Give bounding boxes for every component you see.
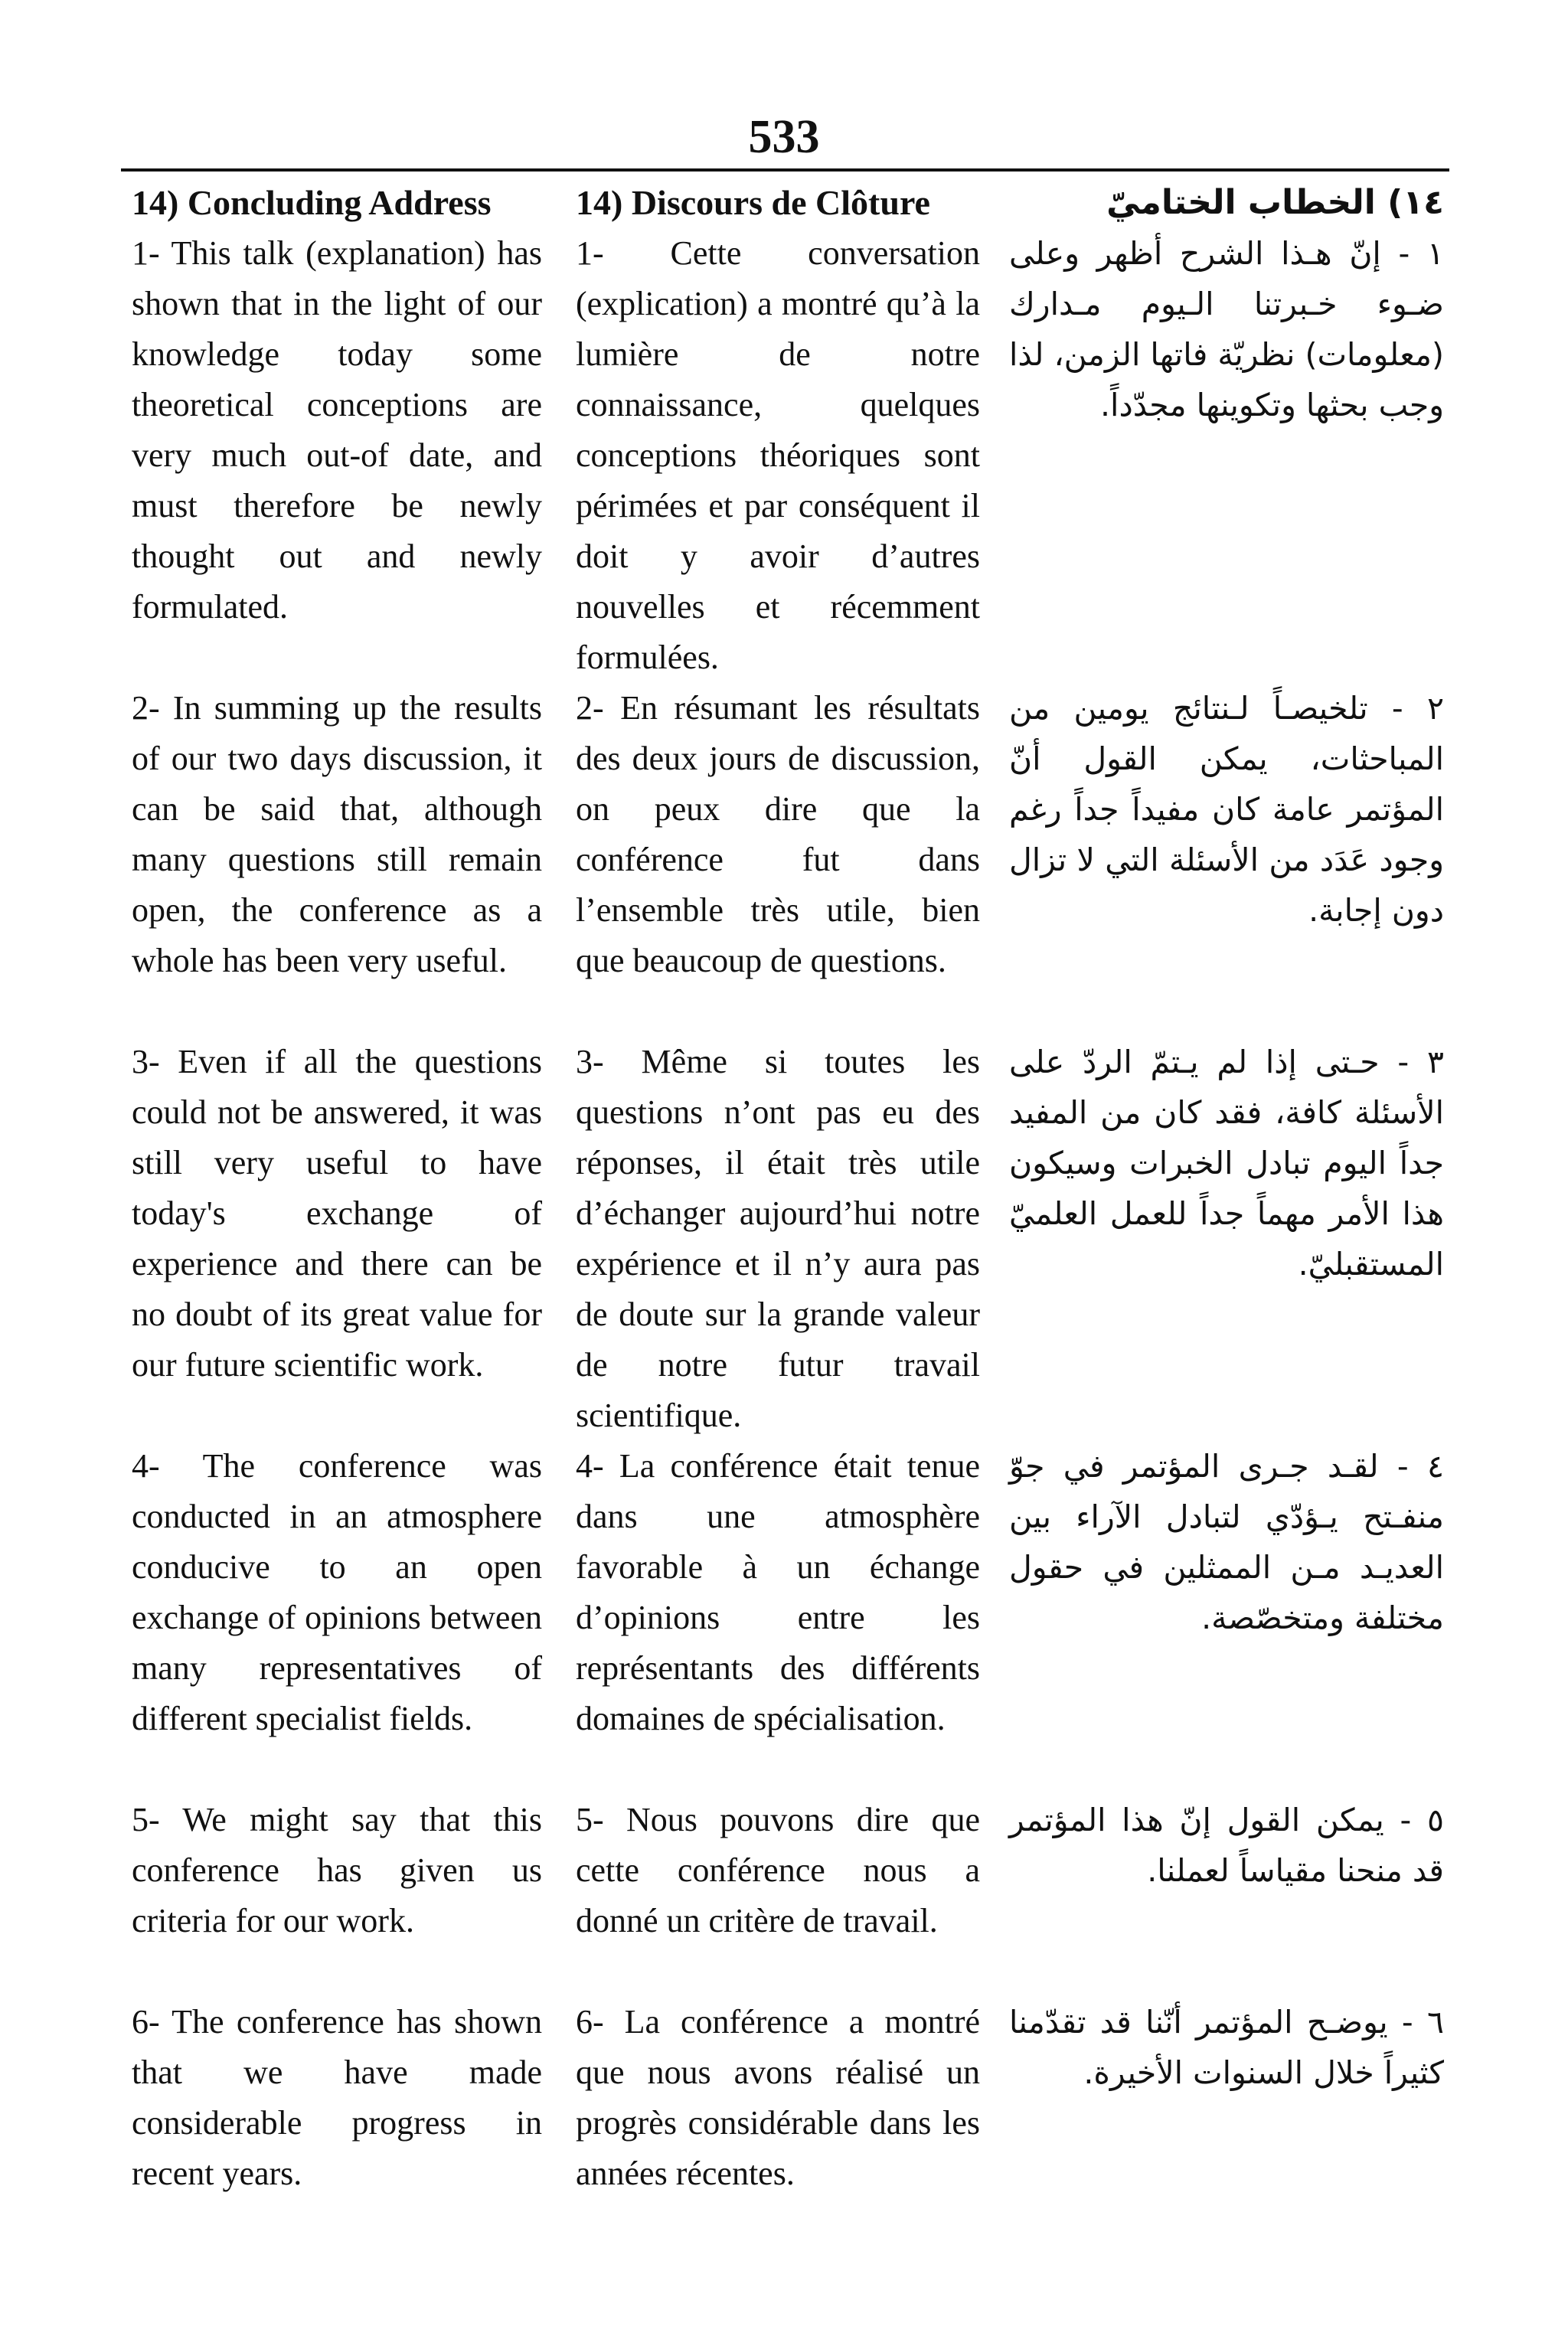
- arabic-paragraph-6: ٦ - يوضـح المؤتمر أنّنا قد تقدّمنا كثيراً خلال السنوات الأخيرة.: [1009, 2004, 1444, 2091]
- page-number: 533: [748, 111, 820, 163]
- english-paragraph-4: 4- The conference was conducted in an atmosphere conducive to an open exchange of opinions between many representatives of different specialist fields.: [132, 1447, 542, 1737]
- english-paragraph-2: 2- In summing up the results of our two days discussion, it can be said that, although many questions still remain open, the conference as a whole has been very useful.: [132, 689, 542, 979]
- english-heading: 14) Concluding Address: [132, 183, 492, 222]
- french-paragraph-2: 2- En résumant les résultats des deux jours de discussion, on peux dire que la conférence fut dans l’ensemble très utile, bien que beaucoup de questions.: [576, 689, 980, 979]
- arabic-paragraph-2: ٢ - تلخيصـاً لـنتائج يومين من المباحثات، يمكن القول أنّ المؤتمر عامة كان مفيداً جداً رغم وجود عَدَد من الأسئلة التي لا تزال دون إجابة.: [1009, 690, 1444, 929]
- arabic-paragraph-3: ٣ - حـتى إذا لم يـتمّ الردّ على الأسئلة كافة، فقد كان من المفيد جداً اليوم تبادل الخبرات وسيكون هذا الأمر مهماً جداً للعمل العلميّ المستقبليّ.: [1009, 1044, 1444, 1282]
- arabic-heading: ١٤) الخطاب الختاميّ: [1106, 183, 1444, 222]
- french-paragraph-5: 5- Nous pouvons dire que cette conférence nous a donné un critère de travail.: [576, 1801, 980, 1939]
- header-rule: [121, 168, 1449, 172]
- french-paragraph-4: 4- La conférence était tenue dans une atmosphère favorable à un échange d’opinions entre les représentants des différents domaines de spécialisation.: [576, 1447, 980, 1737]
- french-paragraph-6: 6- La conférence a montré que nous avons réalisé un progrès considérable dans les années récentes.: [576, 2003, 980, 2192]
- english-paragraph-5: 5- We might say that this conference has given us criteria for our work.: [132, 1801, 542, 1939]
- french-heading: 14) Discours de Clôture: [576, 183, 930, 222]
- french-paragraph-3: 3- Même si toutes les questions n’ont pas eu des réponses, il était très utile d’échanger aujourd’hui notre expérience et il n’y aura pas de doute sur la grande valeur de notre futur travail scientifique.: [576, 1043, 980, 1434]
- arabic-paragraph-4: ٤ - لقـد جـرى المؤتمر في جوّ منفـتح يـؤدّي لتبادل الآراء بين العديـد مـن الممثلين في حقول مختلفة ومتخصّصة.: [1009, 1448, 1444, 1636]
- english-paragraph-3: 3- Even if all the questions could not be answered, it was still very useful to have today's exchange of experience and there can be no doubt of its great value for our future scientific work.: [132, 1043, 542, 1384]
- english-paragraph-6: 6- The conference has shown that we have made considerable progress in recent years.: [132, 2003, 542, 2192]
- french-paragraph-1: 1- Cette conversation (explication) a montré qu’à la lumière de notre connaissance, quelques conceptions théoriques sont périmées et par conséquent il doit y avoir d’autres nouvelles et récemment formulées.: [576, 234, 980, 676]
- arabic-paragraph-5: ٥ - يمكن القول إنّ هذا المؤتمر قد منحنا مقياساً لعملنا.: [1009, 1802, 1444, 1889]
- english-paragraph-1: 1- This talk (explanation) has shown that in the light of our knowledge today some theoretical conceptions are very much out-of date, and must therefore be newly thought out and newly formulated.: [132, 234, 542, 626]
- arabic-paragraph-1: ١ - إنّ هـذا الشرح أظهر وعلى ضـوء خـبرتنا الـيوم مـدارك (معلومات) نظريّة فاتها الزمن، لذا وجب بحثها وتكوينها مجدّداً.: [1009, 235, 1444, 423]
